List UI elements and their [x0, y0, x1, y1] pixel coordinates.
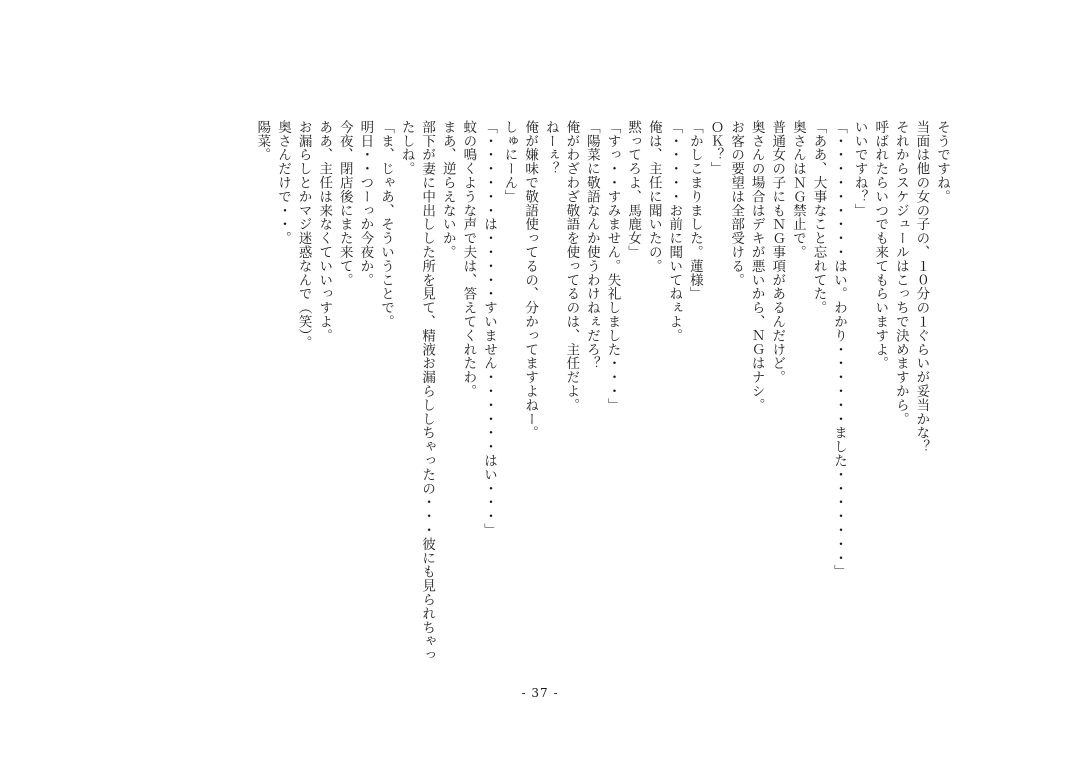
text-line: ＯＫ？」 — [707, 120, 724, 176]
text-line: 「すっ・・すみません。失礼しました・・・」 — [604, 120, 621, 412]
text-line: 明日・・つーっか今夜か。 — [357, 120, 374, 287]
vertical-body-text — [252, 120, 952, 680]
text-line: それからスケジュールはこっちで決めますから。 — [892, 120, 909, 426]
text-line: ああ、主任は来なくていいっすよ。 — [316, 120, 333, 343]
text-line: 奥さんだけで・・。 — [275, 120, 291, 246]
page-number: - 37 - — [521, 686, 559, 700]
text-line: ねーぇ？ — [542, 120, 559, 176]
text-line: 蚊の鳴くような声で夫は、答えてくれたわ。 — [460, 120, 477, 398]
text-line: 黙ってろよ、馬鹿女」 — [625, 120, 642, 259]
text-line: まあ、逆らえないか。 — [439, 120, 456, 259]
text-line: 今夜、閉店後にまた来て。 — [336, 120, 353, 287]
text-line: 「ああ、大事なこと忘れてた。 — [810, 120, 827, 315]
text-line: お客の要望は全部受ける。 — [728, 120, 745, 287]
text-line: たしね。 — [398, 120, 415, 176]
text-line: 当面は他の女の子の、１０分の１ぐらいが妥当かな？ — [913, 120, 930, 454]
text-line: そうですね。 — [934, 120, 950, 204]
text-line: 奥さんの場合はデキが悪いから、ＮＧはナシ。 — [748, 120, 765, 412]
text-line: 「ま、じゃあ、そういうことで。 — [377, 120, 394, 329]
text-line: 俺は、主任に聞いたの。 — [645, 120, 662, 273]
text-line: 陽菜。 — [254, 120, 271, 162]
text-line: いいですね？」 — [851, 120, 868, 218]
text-line: 「陽菜に敬語なんか使うわけねぇだろ？ — [583, 120, 600, 371]
text-line: 「・・・・・お前に聞いてねぇよ。 — [666, 120, 683, 343]
text-line: 奥さんはＮＧ禁止で。 — [789, 120, 806, 259]
text-line: 呼ばれたらいつでも来てもらいますよ。 — [872, 120, 889, 371]
text-line: しゅにーん」 — [501, 120, 518, 204]
text-line: 普通女の子にもＮＧ事項があるんだけど。 — [769, 120, 786, 385]
text-line: 「かしこまりました。蓮様」 — [686, 120, 703, 301]
text-line: 「・・・・・・・・・はい。わかり・・・・・・ました・・・・・・・」 — [831, 120, 848, 579]
text-line: 「・・・・・・は・・・・・すいません・・・・・・はい・・・」 — [480, 120, 497, 537]
text-line: お漏らしとかマジ迷惑なんで（笑）。 — [295, 120, 312, 350]
text-line: 俺がわざわざ敬語を使ってるのは、主任だよ。 — [563, 120, 580, 412]
text-line: 部下が妻に中出しした所を見て、精液お漏らししちゃったの・・・彼にも見られちゃっ — [419, 120, 436, 663]
text-line: 俺が嫌味で敬語使ってるの、分かってますよねー。 — [522, 120, 539, 440]
